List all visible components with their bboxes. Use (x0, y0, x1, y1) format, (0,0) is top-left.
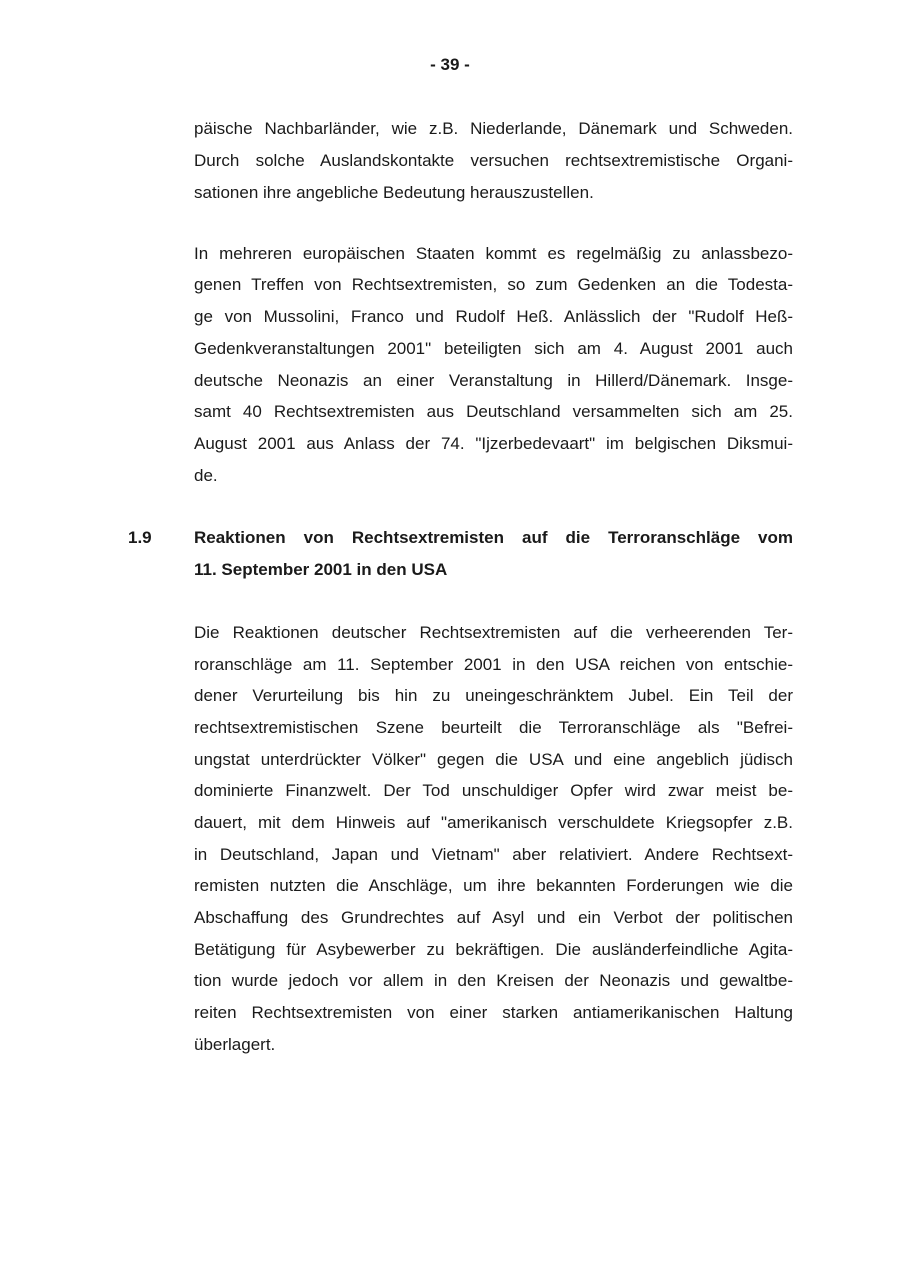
section-number: 1.9 (128, 528, 152, 547)
paragraph3-line: remisten nutzten die Anschläge, um ihre bekannten Forderungen wie die (194, 876, 793, 895)
paragraph3-line: dauert, mit dem Hinweis auf "amerikanisch verschuldete Kriegsopfer z.B. (194, 813, 793, 832)
paragraph3-line: tion wurde jedoch vor allem in den Kreisen der Neonazis und gewaltbe- (194, 971, 793, 990)
section-title-line: 11. September 2001 in den USA (194, 560, 448, 579)
paragraph1-line: päische Nachbarländer, wie z.B. Niederlande, Dänemark und Schweden. (194, 119, 793, 138)
paragraph3-line: Betätigung für Asybewerber zu bekräftigen. Die ausländerfeindliche Agita- (194, 940, 793, 959)
paragraph3-line: ungstat unterdrückter Völker" gegen die USA und eine angeblich jüdisch (194, 750, 793, 769)
paragraph3-line: roranschläge am 11. September 2001 in den USA reichen von entschie- (194, 655, 793, 674)
paragraph3-line: überlagert. (194, 1035, 276, 1054)
paragraph3-line: rechtsextremistischen Szene beurteilt die Terroranschläge als "Befrei- (194, 718, 793, 737)
paragraph3-line: in Deutschland, Japan und Vietnam" aber relativiert. Andere Rechtsext- (194, 845, 793, 864)
paragraph2-line: genen Treffen von Rechtsextremisten, so zum Gedenken an die Todesta- (194, 275, 793, 294)
paragraph3-line: dener Verurteilung bis hin zu uneingeschränktem Jubel. Ein Teil der (194, 686, 793, 705)
paragraph3-line: reiten Rechtsextremisten von einer starken antiamerikanischen Haltung (194, 1003, 793, 1022)
paragraph3-line: Abschaffung des Grundrechtes auf Asyl und ein Verbot der politischen (194, 908, 793, 927)
paragraph2-line: Gedenkveranstaltungen 2001" beteiligten sich am 4. August 2001 auch (194, 339, 793, 358)
paragraph2-line: In mehreren europäischen Staaten kommt es regelmäßig zu anlassbezo- (194, 244, 793, 263)
page-number: - 39 - (430, 55, 470, 74)
paragraph2-line: deutsche Neonazis an einer Veranstaltung in Hillerd/Dänemark. Insge- (194, 371, 793, 390)
paragraph1-line: sationen ihre angebliche Bedeutung herauszustellen. (194, 183, 594, 202)
paragraph3-line: Die Reaktionen deutscher Rechtsextremisten auf die verheerenden Ter- (194, 623, 793, 642)
paragraph3-line: dominierte Finanzwelt. Der Tod unschuldiger Opfer wird zwar meist be- (194, 781, 793, 800)
paragraph1-line: Durch solche Auslandskontakte versuchen rechtsextremistische Organi- (194, 151, 793, 170)
paragraph2-line: samt 40 Rechtsextremisten aus Deutschland versammelten sich am 25. (194, 402, 793, 421)
paragraph2-line: ge von Mussolini, Franco und Rudolf Heß. Anlässlich der "Rudolf Heß- (194, 307, 793, 326)
paragraph2-line: August 2001 aus Anlass der 74. "Ijzerbedevaart" im belgischen Diksmui- (194, 434, 793, 453)
paragraph2-line: de. (194, 466, 218, 485)
section-title-line: Reaktionen von Rechtsextremisten auf die Terroranschläge vom (194, 528, 793, 547)
